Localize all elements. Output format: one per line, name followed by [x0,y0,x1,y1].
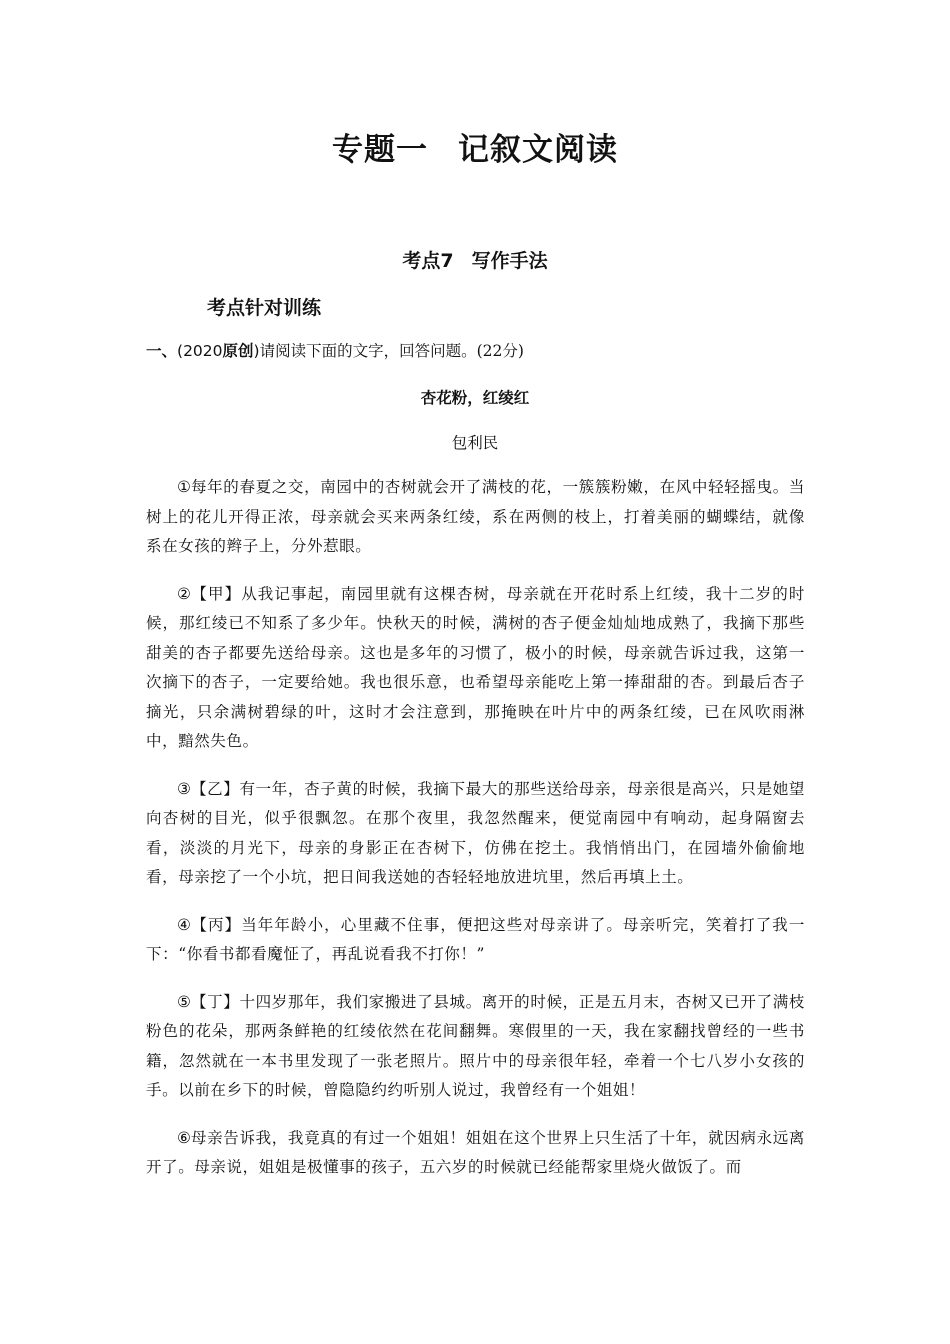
article-body [146,473,805,1201]
paragraph-marker: ⑥ [177,1128,191,1147]
paragraph-text: 【丙】当年年龄小，心里藏不住事，便把这些对母亲讲了。母亲听完，笑着打了我一下：“你看书都看魔怔了，再乱说看我不打你！” [146,915,806,963]
paragraph-text: 【乙】有一年，杏子黄的时候，我摘下最大的那些送给母亲，母亲很是高兴，只是她望向杏树的目光，似乎很飘忽。在那个夜里，我忽然醒来，便觉南园中有响动，起身隔窗去看，淡淡的月光下，母亲的身影正在杏树下，仿佛在挖土。我悄悄出门，在园墙外偷偷地看，母亲挖了一个小坑，把日间我送她的杏轻轻地放进坑里，然后再填上土。 [146,779,805,886]
page-title [0,124,950,169]
point-name: 写作手法 [471,250,548,272]
question-line [146,339,524,361]
section-title [0,246,950,273]
source-open: (2020 [177,342,223,360]
paragraph-marker: ② [177,584,192,603]
question-instruction: 请阅读下面的文字，回答问题。(22分) [259,342,524,360]
point-label: 考点7 [402,250,454,272]
paragraph-text: 【丁】十四岁那年，我们家搬进了县城。离开的时候，正是五月末，杏树又已开了满枝粉色的花朵，那两条鲜艳的红绫依然在花间翻舞。寒假里的一天，我在家翻找曾经的一些书籍，忽然就在一本书里发现了一张老照片。照片中的母亲很年轻，牵着一个七八岁小女孩的手。以前在乡下的时候，曾隐隐约约听别人说过，我曾经有一个姐姐！ [146,992,805,1099]
paragraph-text: 每年的春夏之交，南园中的杏树就会开了满枝的花，一簇簇粉嫩，在风中轻轻摇曳。当树上的花儿开得正浓，母亲就会买来两条红绫，系在两侧的枝上，打着美丽的蝴蝶结，就像系在女孩的辫子上，分外惹眼。 [146,478,805,555]
source-bold: 原创 [222,342,254,360]
paragraph-marker: ① [177,478,191,496]
paragraph-marker: ③ [177,779,191,798]
paragraph-marker: ④ [177,915,192,934]
article-title: 杏花粉，红绫红 [420,389,530,407]
paragraph [146,911,805,970]
subtitle: 考点针对训练 [207,297,322,319]
paragraph [146,473,805,562]
paragraph [146,1124,805,1183]
paragraph-text: 【甲】从我记事起，南园里就有这棵杏树，母亲就在开花时系上红绫，我十二岁的时候，那红绫已不知系了多少年。快秋天的时候，满树的杏子便金灿灿地成熟了，我摘下那些甜美的杏子都要先送给母亲。这也是多年的习惯了，极小的时候，母亲就告诉过我，这第一次摘下的杏子，一定要给她。我也很乐意，也希望母亲能吃上第一捧甜甜的杏。到最后杏子摘光，只余满树碧绿的叶，这时才会注意到，那掩映在叶片中的两条红绫，已在风吹雨淋中，黯然失色。 [146,584,806,750]
paragraph [146,580,805,757]
paragraph [146,988,805,1106]
question-source [177,342,260,360]
paragraph-text: 母亲告诉我，我竟真的有过一个姐姐！姐姐在这个世界上只生活了十年，就因病永远离开了。母亲说，姐姐是极懂事的孩子，五六岁的时候就已经能帮家里烧火做饭了。而 [146,1128,805,1176]
question-number: 一、 [146,342,178,360]
topic-label: 专题一 [332,132,428,168]
source-close: ) [253,342,260,360]
paragraph-marker: ⑤ [177,992,191,1011]
paragraph [146,775,805,893]
article-author: 包利民 [451,434,499,452]
topic-name: 记叙文阅读 [458,132,618,168]
